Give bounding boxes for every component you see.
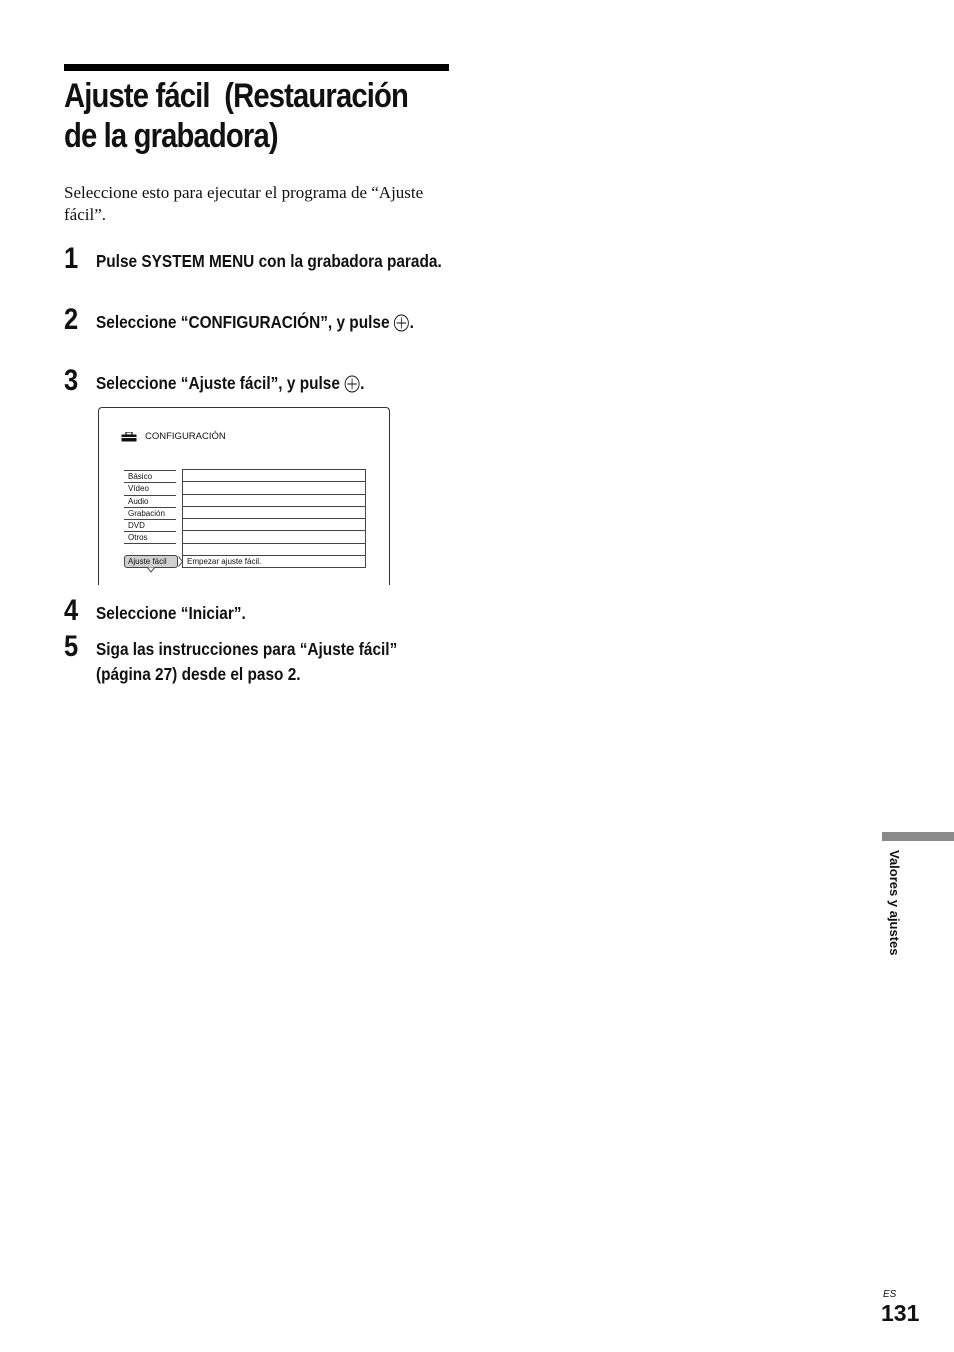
down-arrow-icon <box>146 567 156 573</box>
step-text: Siga las instrucciones para “Ajuste fácil” (página 27) desde el paso 2. <box>96 639 398 684</box>
step-text: Pulse SYSTEM MENU con la grabadora parada. <box>96 251 442 271</box>
step-text: Seleccione “Iniciar”. <box>96 603 246 623</box>
step-number: 4 <box>64 594 79 627</box>
page-title <box>64 76 408 156</box>
settings-panel <box>182 469 366 568</box>
panel-row <box>183 482 365 494</box>
step-text-main: Seleccione “CONFIGURACIÓN”, y pulse <box>96 312 390 332</box>
step-text-end: . <box>409 312 414 332</box>
step-number: 3 <box>64 364 79 397</box>
setup-screen-illustration <box>98 407 390 585</box>
panel-row <box>183 519 365 531</box>
step-text-main: Seleccione “Ajuste fácil”, y pulse <box>96 373 340 393</box>
page-number: 131 <box>881 1300 920 1326</box>
intro-text: Seleccione esto para ejecutar el programa de “Ajuste fácil”. <box>64 183 424 224</box>
step-number: 2 <box>64 303 79 336</box>
step-number: 5 <box>64 630 79 663</box>
panel-row <box>183 495 365 507</box>
step-text <box>96 371 448 396</box>
page-title-line1: Ajuste fácil (Restauración <box>64 77 409 115</box>
step-number: 1 <box>64 242 79 275</box>
menu-item-grabacion: Grabación <box>124 507 176 519</box>
page-language: ES <box>883 1289 897 1300</box>
menu-item-dvd: DVD <box>124 519 176 531</box>
page-title-line2: de la grabadora) <box>64 117 278 155</box>
panel-row <box>183 544 365 556</box>
panel-row <box>183 470 365 482</box>
step-text-end: . <box>360 373 365 393</box>
enter-button-icon <box>394 314 410 332</box>
step-text <box>96 310 448 335</box>
panel-row <box>183 507 365 519</box>
toolbox-icon <box>121 432 137 442</box>
enter-button-icon <box>344 375 360 393</box>
screen-title: CONFIGURACIÓN <box>145 431 226 442</box>
section-tab-label: Valores y ajustes <box>887 850 902 956</box>
title-rule <box>64 64 449 71</box>
panel-row <box>183 531 365 543</box>
menu-item-ajuste-facil-selected: Ajuste fácil <box>124 555 178 568</box>
menu-item-video: Vídeo <box>124 482 176 494</box>
menu-item-audio: Audio <box>124 495 176 507</box>
panel-description: Empezar ajuste fácil. <box>187 557 262 566</box>
menu-item-basico: Básico <box>124 470 176 482</box>
menu-item-otros: Otros <box>124 531 176 543</box>
section-tab-bar <box>882 832 954 841</box>
setup-menu <box>124 470 176 544</box>
